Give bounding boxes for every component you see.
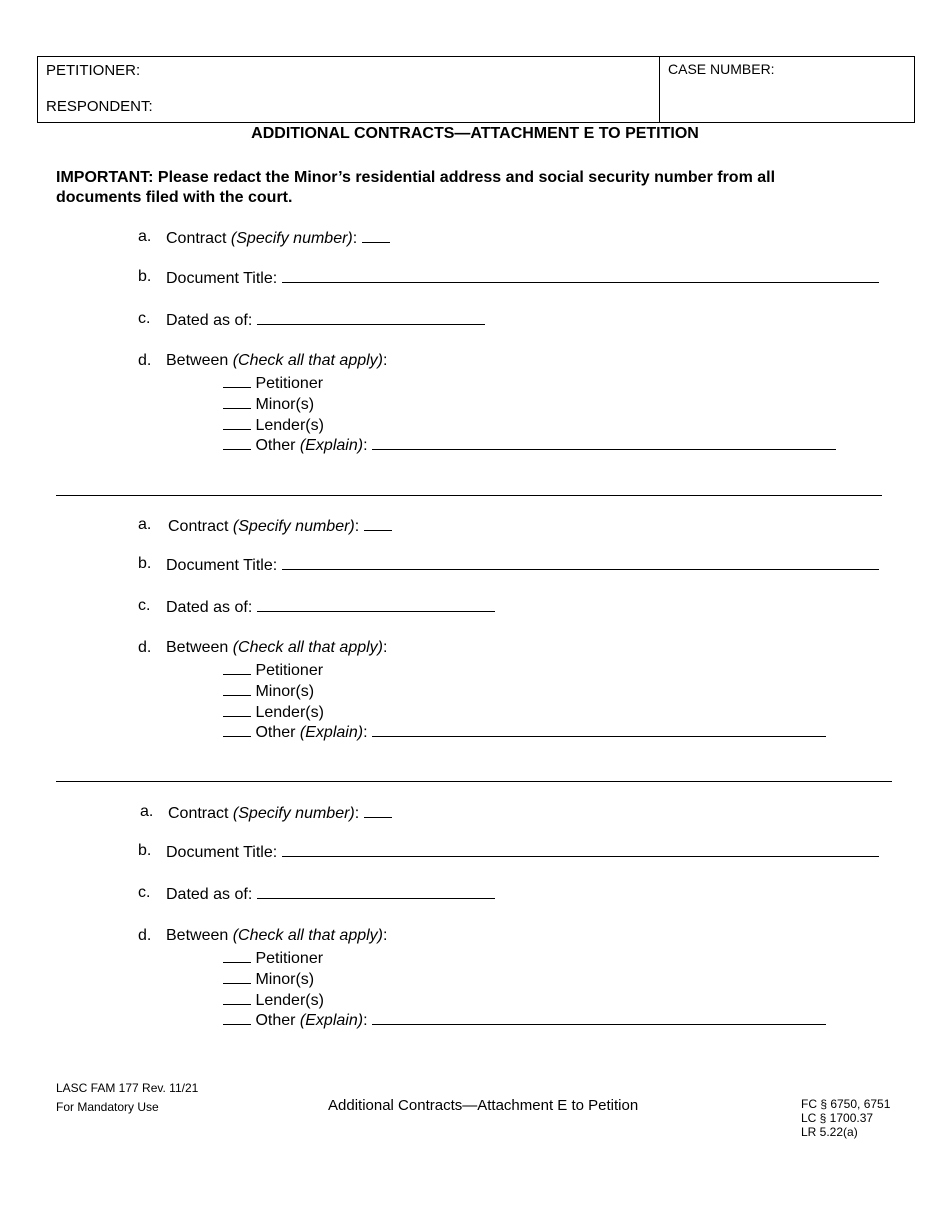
legal-codes bbox=[801, 1097, 890, 1139]
between-label bbox=[166, 639, 387, 657]
field-label: Contract bbox=[168, 805, 233, 822]
explain-line[interactable] bbox=[372, 435, 836, 450]
check-label: Minor(s) bbox=[255, 683, 315, 700]
item-letter: a. bbox=[138, 516, 152, 533]
section-divider bbox=[56, 781, 892, 782]
item-letter: d. bbox=[138, 927, 152, 944]
blank-line[interactable] bbox=[257, 310, 485, 325]
check-lenders[interactable] bbox=[223, 990, 324, 1010]
check-label: Other bbox=[255, 437, 300, 454]
explain-line[interactable] bbox=[372, 1010, 826, 1025]
field-label-italic: (Specify number) bbox=[232, 518, 355, 535]
field-label-italic: (Specify number) bbox=[232, 805, 355, 822]
check-label: Petitioner bbox=[255, 375, 324, 392]
check-label-italic: (Explain) bbox=[299, 724, 364, 741]
document-title-field[interactable] bbox=[166, 268, 879, 288]
code-lr: LR 5.22(a) bbox=[801, 1125, 858, 1139]
field-label: Dated as of: bbox=[166, 312, 253, 329]
check-other[interactable] bbox=[223, 1010, 826, 1030]
check-label: Lender(s) bbox=[255, 417, 324, 434]
item-letter: b. bbox=[138, 555, 152, 572]
field-label-suffix: : bbox=[352, 230, 358, 247]
check-blank[interactable] bbox=[223, 660, 251, 675]
contract-section-1 bbox=[0, 226, 950, 486]
check-label-suffix: : bbox=[363, 437, 368, 454]
check-blank[interactable] bbox=[223, 948, 251, 963]
dated-field[interactable] bbox=[166, 597, 495, 617]
field-label: Document Title: bbox=[166, 557, 278, 574]
field-label-italic: (Check all that apply) bbox=[232, 927, 384, 944]
check-blank[interactable] bbox=[223, 681, 251, 696]
check-other[interactable] bbox=[223, 435, 836, 455]
between-label bbox=[166, 927, 387, 945]
check-lenders[interactable] bbox=[223, 415, 324, 435]
blank-line[interactable] bbox=[282, 268, 879, 283]
check-other[interactable] bbox=[223, 722, 826, 742]
code-fc: FC § 6750, 6751 bbox=[801, 1097, 891, 1111]
item-letter: b. bbox=[138, 268, 152, 285]
check-blank[interactable] bbox=[223, 435, 251, 450]
item-letter: c. bbox=[138, 884, 151, 901]
item-letter: a. bbox=[138, 228, 152, 245]
check-blank[interactable] bbox=[223, 394, 251, 409]
page-title: ADDITIONAL CONTRACTS—ATTACHMENT E TO PETITION bbox=[251, 125, 699, 142]
document-title-field[interactable] bbox=[166, 842, 879, 862]
contract-section-3 bbox=[0, 801, 950, 1061]
section-divider bbox=[56, 495, 882, 496]
field-label-italic: (Specify number) bbox=[230, 230, 353, 247]
check-label: Petitioner bbox=[255, 662, 324, 679]
check-label-suffix: : bbox=[363, 1012, 368, 1029]
check-petitioner[interactable] bbox=[223, 660, 323, 680]
field-label: Contract bbox=[166, 230, 231, 247]
contract-number-field[interactable] bbox=[168, 803, 392, 823]
item-letter: c. bbox=[138, 310, 151, 327]
blank-line[interactable] bbox=[282, 555, 879, 570]
explain-line[interactable] bbox=[372, 722, 826, 737]
footer-title: Additional Contracts—Attachment E to Petition bbox=[328, 1097, 639, 1114]
caption-box bbox=[37, 56, 915, 123]
check-label: Lender(s) bbox=[255, 992, 324, 1009]
check-blank[interactable] bbox=[223, 990, 251, 1005]
form-id: LASC FAM 177 Rev. 11/21 bbox=[56, 1081, 199, 1095]
contract-section-2 bbox=[0, 514, 950, 774]
between-label bbox=[166, 352, 387, 370]
check-petitioner[interactable] bbox=[223, 373, 323, 393]
check-blank[interactable] bbox=[223, 969, 251, 984]
case-number-label: CASE NUMBER: bbox=[668, 61, 775, 77]
item-letter: d. bbox=[138, 352, 152, 369]
field-label: Between bbox=[166, 639, 233, 656]
check-label: Other bbox=[255, 1012, 300, 1029]
field-label: Contract bbox=[168, 518, 233, 535]
check-lenders[interactable] bbox=[223, 702, 324, 722]
field-label-italic: (Check all that apply) bbox=[232, 639, 384, 656]
check-label: Petitioner bbox=[255, 950, 324, 967]
important-notice: IMPORTANT: Please redact the Minor’s residential address and social security number from all documents filed with the court. bbox=[56, 169, 776, 206]
contract-number-field[interactable] bbox=[166, 228, 390, 248]
blank-line[interactable] bbox=[257, 884, 495, 899]
dated-field[interactable] bbox=[166, 884, 495, 904]
check-blank[interactable] bbox=[223, 702, 251, 717]
field-label: Document Title: bbox=[166, 270, 278, 287]
field-label: Dated as of: bbox=[166, 599, 253, 616]
field-label: Document Title: bbox=[166, 844, 278, 861]
petitioner-label: PETITIONER: bbox=[46, 62, 141, 79]
blank-line[interactable] bbox=[364, 803, 392, 818]
check-label: Other bbox=[255, 724, 300, 741]
item-letter: d. bbox=[138, 639, 152, 656]
field-label-suffix: : bbox=[354, 805, 360, 822]
field-label-suffix: : bbox=[383, 927, 388, 944]
check-label: Minor(s) bbox=[255, 396, 315, 413]
check-minors[interactable] bbox=[223, 969, 314, 989]
blank-line[interactable] bbox=[364, 516, 392, 531]
field-label: Between bbox=[166, 352, 233, 369]
field-label-suffix: : bbox=[383, 352, 388, 369]
item-letter: b. bbox=[138, 842, 152, 859]
field-label-italic: (Check all that apply) bbox=[232, 352, 384, 369]
check-label-italic: (Explain) bbox=[299, 437, 364, 454]
field-label-suffix: : bbox=[354, 518, 360, 535]
check-label-suffix: : bbox=[363, 724, 368, 741]
check-blank[interactable] bbox=[223, 1010, 251, 1025]
check-blank[interactable] bbox=[223, 722, 251, 737]
mandatory-use: For Mandatory Use bbox=[56, 1100, 159, 1114]
blank-line[interactable] bbox=[282, 842, 879, 857]
check-minors[interactable] bbox=[223, 394, 314, 414]
check-blank[interactable] bbox=[223, 415, 251, 430]
item-letter: a. bbox=[140, 803, 154, 820]
field-label-suffix: : bbox=[383, 639, 388, 656]
check-blank[interactable] bbox=[223, 373, 251, 388]
code-lc: LC § 1700.37 bbox=[801, 1111, 874, 1125]
respondent-label: RESPONDENT: bbox=[46, 98, 153, 115]
party-cell bbox=[38, 57, 660, 122]
document-title-field[interactable] bbox=[166, 555, 879, 575]
check-label: Minor(s) bbox=[255, 971, 315, 988]
field-label: Between bbox=[166, 927, 233, 944]
check-label-italic: (Explain) bbox=[299, 1012, 364, 1029]
item-letter: c. bbox=[138, 597, 151, 614]
blank-line[interactable] bbox=[362, 228, 390, 243]
check-label: Lender(s) bbox=[255, 704, 324, 721]
blank-line[interactable] bbox=[257, 597, 495, 612]
check-minors[interactable] bbox=[223, 681, 314, 701]
dated-field[interactable] bbox=[166, 310, 485, 330]
check-petitioner[interactable] bbox=[223, 948, 323, 968]
field-label: Dated as of: bbox=[166, 886, 253, 903]
contract-number-field[interactable] bbox=[168, 516, 392, 536]
